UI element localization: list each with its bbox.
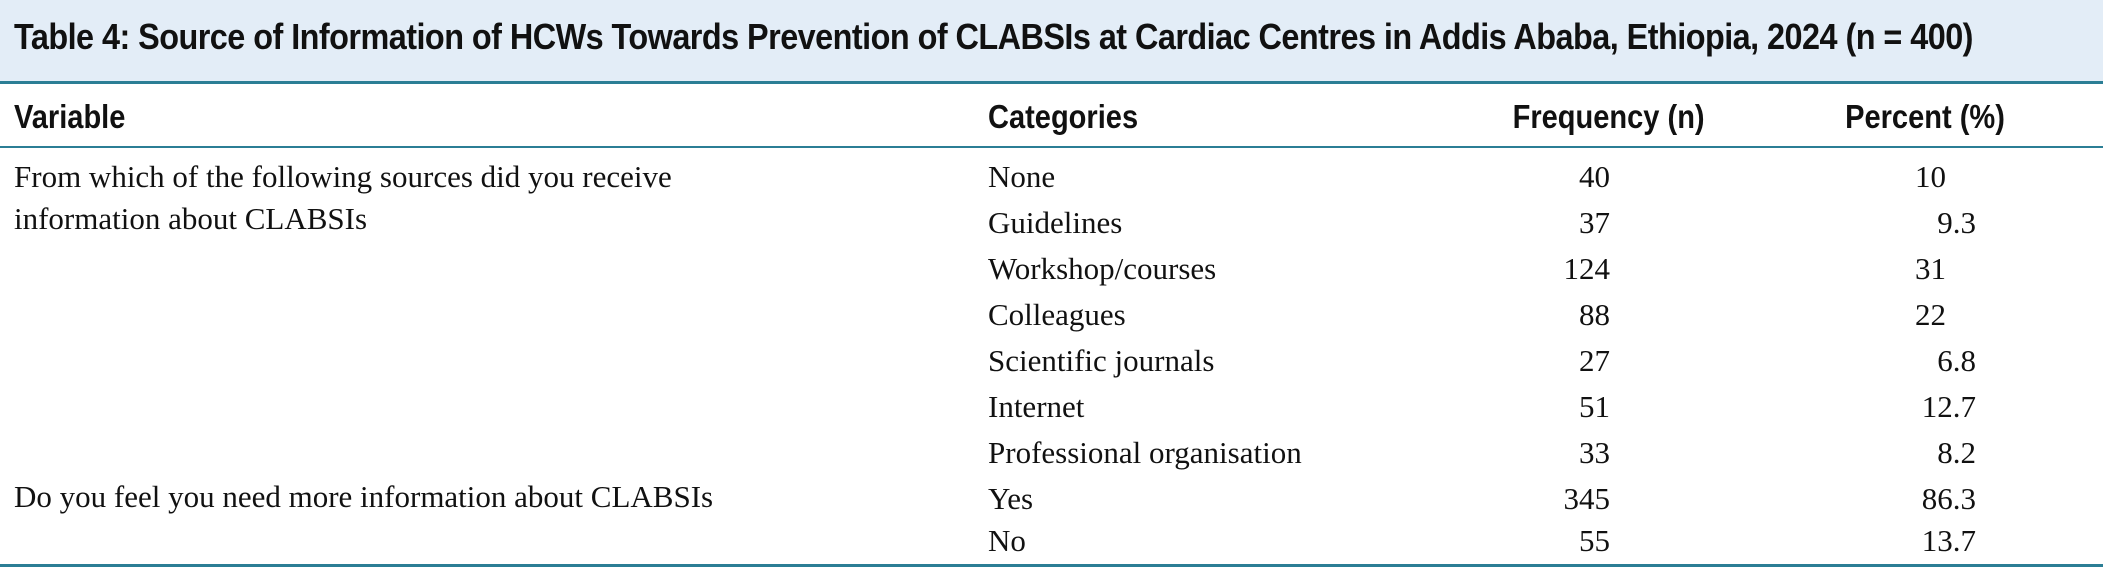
row-category: Guidelines — [988, 205, 1123, 240]
row-category: Professional organisation — [988, 435, 1302, 470]
row-percent: 8.2 — [1937, 435, 1976, 470]
row-frequency: 33 — [1579, 435, 1610, 470]
row-percent: 13.7 — [1921, 523, 1976, 558]
table-caption: Table 4: Source of Information of HCWs Towards Prevention of CLABSIs at Cardiac Centres in Addis Ababa, Ethiopia, 2024 (n = 400) — [14, 16, 1973, 57]
table-header-row — [0, 84, 2103, 148]
row-frequency: 27 — [1579, 343, 1610, 378]
row-percent: 12.7 — [1921, 389, 1976, 424]
header-percent: Percent (%) — [1845, 98, 2005, 135]
row-percent: 86.3 — [1921, 481, 1976, 516]
table-caption-bar — [0, 0, 2103, 84]
row-percent: 6.8 — [1937, 343, 1976, 378]
row-frequency: 51 — [1579, 389, 1610, 424]
row-category: Workshop/courses — [988, 251, 1217, 286]
row-frequency: 55 — [1579, 523, 1610, 558]
row-frequency: 88 — [1579, 297, 1610, 332]
row-frequency: 345 — [1563, 481, 1610, 516]
row-frequency: 37 — [1579, 205, 1610, 240]
row-category: No — [988, 523, 1026, 558]
header-frequency: Frequency (n) — [1512, 98, 1705, 135]
header-variable: Variable — [14, 98, 126, 135]
row-percent: 31 — [1915, 251, 1946, 286]
header-categories: Categories — [988, 98, 1139, 135]
row-percent: 10 — [1915, 159, 1946, 194]
row-frequency: 40 — [1579, 159, 1610, 194]
row-category: Yes — [988, 481, 1034, 516]
row-percent: 9.3 — [1937, 205, 1976, 240]
row-category: None — [988, 159, 1056, 194]
variable-sources-line2: information about CLABSIs — [14, 201, 368, 236]
row-category: Internet — [988, 389, 1085, 424]
row-frequency: 124 — [1563, 251, 1610, 286]
variable-need-more-info: Do you feel you need more information about CLABSIs — [14, 479, 714, 514]
row-category: Scientific journals — [988, 343, 1215, 378]
variable-sources-line1: From which of the following sources did you receive — [14, 159, 672, 194]
table-bottom-rule — [0, 564, 2103, 567]
row-percent: 22 — [1915, 297, 1946, 332]
row-category: Colleagues — [988, 297, 1126, 332]
